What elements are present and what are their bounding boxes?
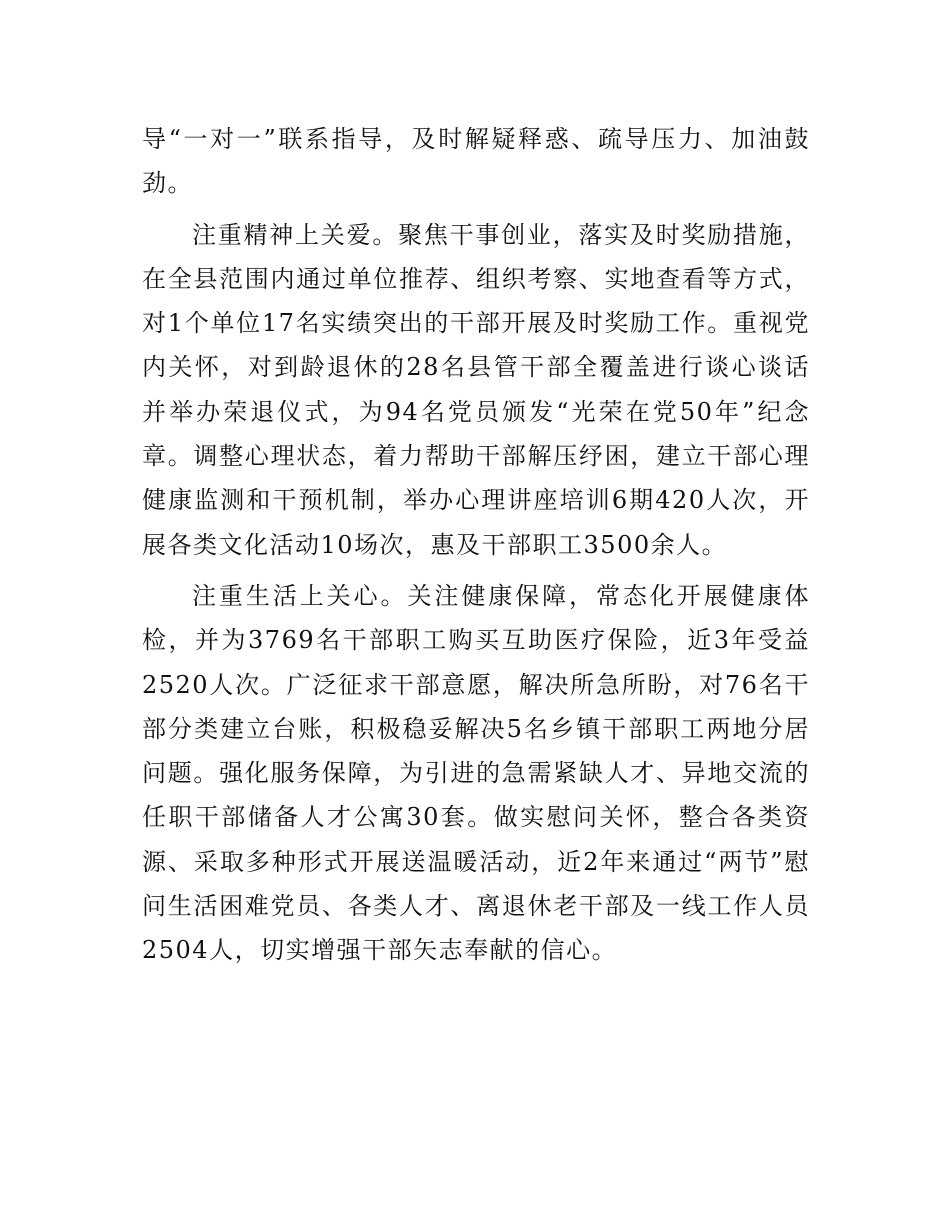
document-body [142, 117, 810, 980]
paragraph-life-care: 注重生活上关心。关注健康保障，常态化开展健康体检，并为3769名干部职工购买互助医疗保险，近3年受益2520人次。广泛征求干部意愿，解决所急所盼，对76名干部分类建立台账，积极稳妥解决5名乡镇干部职工两地分居问题。强化服务保障，为引进的急需紧缺人才、异地交流的任职干部储备人才公寓30套。做实慰问关怀，整合各类资源、采取多种形式开展送温暖活动，近2年来通过“两节”慰问生活困难党员、各类人才、离退休老干部及一线工作人员2504人，切实增强干部矢志奉献的信心。 [142, 581, 810, 965]
paragraph-spiritual-care: 注重精神上关爱。聚焦干事创业，落实及时奖励措施，在全县范围内通过单位推荐、组织考察、实地查看等方式，对1个单位17名实绩突出的干部开展及时奖励工作。重视党内关怀，对到龄退休的28名县管干部全覆盖进行谈心谈话并举办荣退仪式，为94名党员颁发“光荣在党50年”纪念章。调整心理状态，着力帮助干部解压纾困，建立干部心理健康监测和干预机制，举办心理讲座培训6期420人次，开展各类文化活动10场次，惠及干部职工3500余人。 [142, 220, 810, 559]
paragraph-continuation: 导“一对一”联系指导，及时解疑释惑、疏导压力、加油鼓劲。 [142, 125, 810, 198]
